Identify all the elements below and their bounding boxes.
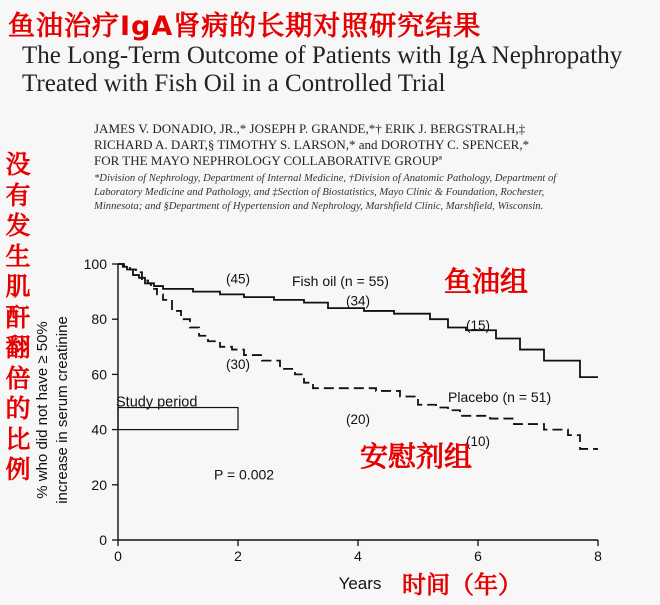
- cn-ylabel-char: 没: [5, 150, 31, 179]
- x-tick-label: 2: [234, 548, 242, 564]
- placebo-group-annotation: 安慰剂组: [360, 440, 473, 473]
- y-axis-label-line-1: % who did not have ≥ 50%: [34, 321, 51, 499]
- paper-title-line-2: Treated with Fish Oil in a Controlled Trial: [22, 70, 446, 97]
- cn-ylabel-char: 肌: [5, 272, 31, 301]
- cn-ylabel-char: 比: [5, 424, 31, 454]
- affiliation-line-1: *Division of Nephrology, Department of Internal Medicine, †Division of Anatomic Pathology, Department of: [94, 173, 557, 184]
- x-tick-label: 6: [474, 548, 482, 564]
- fish-oil-group-annotation: 鱼油组: [444, 265, 529, 298]
- p-value-annotation: P = 0.002: [214, 466, 275, 483]
- x-tick-label: 8: [594, 548, 602, 564]
- authors-line-3: FOR THE MAYO NEPHROLOGY COLLABORATIVE GROUPª: [94, 153, 442, 168]
- cn-ylabel-char: 酐: [5, 302, 31, 332]
- at-risk-count-label: (15): [466, 318, 491, 334]
- cn-ylabel-char: 有: [5, 180, 31, 210]
- x-tick-label: 4: [354, 548, 362, 564]
- affiliation-line-2: Laboratory Medicine and Pathology, and ‡Section of Biostatistics, Mayo Clinic & Foundation, Rochester,: [94, 187, 545, 198]
- cn-ylabel-char: 生: [5, 241, 31, 271]
- study-period-label: Study period: [116, 394, 198, 411]
- at-risk-count-label: (45): [226, 271, 251, 287]
- cn-ylabel-char: 倍: [5, 363, 31, 393]
- cn-ylabel-char: 发: [5, 211, 31, 240]
- study-period-box: [118, 408, 238, 430]
- paper-title-line-1: The Long-Term Outcome of Patients with IgA Nephropathy: [22, 42, 623, 69]
- affiliation-line-3: Minnesota; and §Department of Hypertension and Nephrology, Marshfield Clinic, Marshfield, Wisconsin.: [94, 201, 544, 212]
- authors-line-2: RICHARD A. DART,§ TIMOTHY S. LARSON,* and DOROTHY C. SPENCER,*: [94, 137, 530, 152]
- y-tick-label: 60: [91, 366, 107, 383]
- y-axis-label-line-2: increase in serum creatinine: [54, 316, 71, 504]
- y-tick-label: 40: [91, 421, 107, 438]
- placebo-series-label: Placebo (n = 51): [448, 389, 552, 405]
- fish-oil-series-label: Fish oil (n = 55): [292, 273, 389, 290]
- cn-ylabel-char: 的: [5, 394, 31, 423]
- years-annotation: 时间（年）: [402, 571, 522, 599]
- chinese-title: 鱼油治疗IgA肾病的长期对照研究结果: [8, 11, 482, 42]
- at-risk-count-label: (34): [346, 293, 371, 309]
- x-tick-label: 0: [114, 548, 122, 564]
- cn-ylabel-char: 翻: [5, 333, 31, 362]
- cn-ylabel-char: 例: [5, 455, 31, 484]
- x-axis-label: Years: [338, 574, 382, 593]
- at-risk-count-label: (10): [466, 434, 491, 450]
- at-risk-count-label: (30): [226, 356, 251, 372]
- at-risk-count-label: (20): [346, 412, 371, 428]
- y-tick-label: 80: [91, 311, 107, 328]
- y-tick-label: 0: [99, 532, 107, 548]
- y-tick-label: 100: [83, 256, 107, 272]
- y-tick-label: 20: [91, 476, 107, 493]
- authors-line-1: JAMES V. DONADIO, JR.,* JOSEPH P. GRANDE,*† ERIK J. BERGSTRALH,‡: [94, 121, 526, 136]
